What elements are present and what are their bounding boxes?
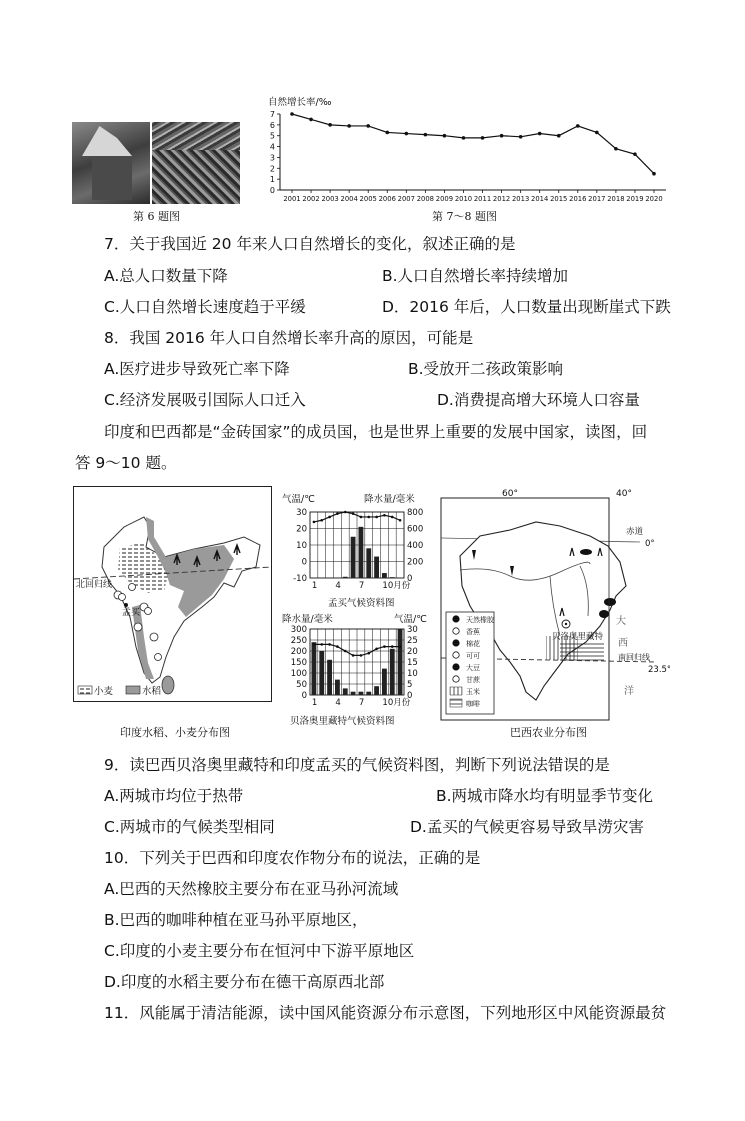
legend-label: 天然橡胶 xyxy=(466,616,494,624)
q10-option-c[interactable]: C.印度的小麦主要分布在恒河中下游平原地区 xyxy=(104,942,415,960)
belo-ylabel-right: 气温/℃ xyxy=(394,614,427,625)
x-tick-label: 10月份 xyxy=(382,698,411,708)
q9-stem: 9．读巴西贝洛奥里藏特和印度孟买的气候资料图，判断下列说法错误的是 xyxy=(104,756,610,774)
data-point xyxy=(633,152,637,156)
legend-wheat-label: 小麦 xyxy=(94,686,114,697)
right-tick-label: 5 xyxy=(407,680,413,690)
legend-label: 咖啡 xyxy=(466,700,480,708)
y-tick-label: 7 xyxy=(269,110,275,119)
x-tick-label: 2011 xyxy=(473,195,492,203)
q11-stem: 11．风能属于清洁能源，读中国风能资源分布示意图，下列地形区中风能资源最贫 xyxy=(104,1004,667,1022)
belo-horizonte-climate-chart xyxy=(280,612,438,728)
mumbai-title: 孟买气候资料图 xyxy=(328,598,395,609)
precip-bar xyxy=(327,660,332,695)
left-tick-label: 150 xyxy=(290,658,307,668)
x-tick-label: 2008 xyxy=(416,195,435,203)
precip-bar xyxy=(366,692,371,695)
q8-option-d[interactable]: D.消费提高增大环境人口容量 xyxy=(437,391,640,409)
intro-line2: 答 9～10 题。 xyxy=(75,454,177,472)
zero-label: 0° xyxy=(645,539,655,549)
precip-bar xyxy=(390,649,395,695)
x-tick-label: 1 xyxy=(311,581,318,591)
data-point xyxy=(614,147,618,151)
tropic-label: 南回归线 xyxy=(618,653,650,662)
legend-symbol xyxy=(453,616,459,622)
data-point xyxy=(652,172,656,176)
x-tick-label: 2019 xyxy=(626,195,644,203)
legend-rice-swatch xyxy=(126,686,140,694)
left-tick-label: 50 xyxy=(296,680,307,690)
q10-option-b[interactable]: B.巴西的咖啡种植在亚马孙平原地区， xyxy=(104,911,368,929)
precip-bar xyxy=(390,577,395,578)
data-point xyxy=(366,124,370,128)
x-tick-label: 2005 xyxy=(359,195,377,203)
right-tick-label: 30 xyxy=(407,625,418,635)
sri-lanka xyxy=(162,676,174,694)
left-tick-label: 0 xyxy=(301,557,307,568)
right-tick-label: 20 xyxy=(407,647,418,657)
right-tick-label: 400 xyxy=(407,541,424,551)
data-point xyxy=(443,134,447,138)
legend-label: 玉米 xyxy=(466,688,480,696)
x-tick-label: 2001 xyxy=(283,195,301,203)
data-point xyxy=(519,135,523,139)
right-tick-label: 0 xyxy=(407,691,413,701)
x-tick-label: 2007 xyxy=(397,195,415,203)
data-point xyxy=(538,132,542,136)
x-tick-label: 2006 xyxy=(378,195,396,203)
legend-symbol xyxy=(453,628,459,634)
precip-bar xyxy=(382,669,387,695)
legend-label: 香蕉 xyxy=(466,628,480,636)
india-map-caption: 印度水稻、小麦分布图 xyxy=(120,726,230,739)
x-tick-label: 10月份 xyxy=(382,581,411,591)
brazil-map xyxy=(440,486,670,722)
q10-option-a[interactable]: A.巴西的天然橡胶主要分布在亚马孙河流域 xyxy=(104,880,399,898)
legend-symbol xyxy=(450,687,462,695)
data-point xyxy=(309,118,313,122)
coffee-area xyxy=(560,642,604,662)
x-tick-label: 2013 xyxy=(511,195,530,203)
data-point xyxy=(385,131,389,135)
figure78-caption: 第 7～8 题图 xyxy=(432,210,497,223)
x-tick-label: 2016 xyxy=(569,195,587,203)
left-tick-label: 0 xyxy=(301,691,307,701)
x-tick-label: 2020 xyxy=(645,195,663,203)
legend-label: 甘蔗 xyxy=(466,676,480,684)
precip-bar xyxy=(359,692,364,695)
q7-option-d[interactable]: D．2016 年后，人口数量出现断崖式下跌 xyxy=(382,298,671,316)
y-tick-label: 5 xyxy=(269,131,275,141)
x-tick-label: 2002 xyxy=(302,195,320,203)
x-tick-label: 2018 xyxy=(607,195,625,203)
belo-city-label: 贝洛奥里藏特 xyxy=(552,632,604,642)
right-tick-label: 0 xyxy=(407,574,413,584)
data-point xyxy=(557,134,561,138)
x-tick-label: 2012 xyxy=(492,195,511,203)
x-tick-label: 2017 xyxy=(588,195,606,203)
equator-label: 赤道 xyxy=(626,527,644,537)
precip-bar xyxy=(398,629,403,695)
brazil-map-caption: 巴西农业分布图 xyxy=(510,726,587,739)
ocean-char-3: 洋 xyxy=(624,686,634,697)
left-tick-label: 250 xyxy=(290,636,307,646)
left-tick-label: 200 xyxy=(290,647,307,657)
legend-rice-label: 水稻 xyxy=(142,686,162,697)
right-tick-label: 25 xyxy=(407,636,418,646)
precip-bar xyxy=(343,688,348,695)
legend-symbol xyxy=(450,699,462,707)
x-tick-label: 2009 xyxy=(435,195,454,203)
legend-symbol xyxy=(453,676,459,682)
y-tick-label: 1 xyxy=(269,175,275,185)
right-tick-label: 600 xyxy=(407,524,424,535)
x-tick-label: 2010 xyxy=(454,195,473,203)
lon-40: 40° xyxy=(616,489,632,499)
q8-stem: 8．我国 2016 年人口自然增长率升高的原因，可能是 xyxy=(104,329,474,347)
brazil-map-wrap xyxy=(440,486,670,722)
precip-bar xyxy=(319,651,324,695)
left-tick-label: -10 xyxy=(293,574,307,584)
q8-option-b[interactable]: B.受放开二孩政策影响 xyxy=(408,360,564,378)
data-point xyxy=(290,112,294,116)
legend-label: 大豆 xyxy=(466,664,480,672)
precip-bar xyxy=(374,557,379,578)
data-point xyxy=(595,131,599,135)
ocean-char-2: 西 xyxy=(618,638,628,649)
left-tick-label: 100 xyxy=(290,669,307,679)
mumbai-dot xyxy=(124,603,128,607)
legend-symbol xyxy=(453,652,459,658)
q9-option-c[interactable]: C.两城市的气候类型相同 xyxy=(104,818,275,836)
right-tick-label: 15 xyxy=(407,658,418,668)
right-tick-label: 200 xyxy=(407,557,424,568)
y-tick-label: 2 xyxy=(269,164,275,174)
left-tick-label: 20 xyxy=(296,524,307,535)
photo-old-building xyxy=(72,122,150,204)
x-tick-label: 7 xyxy=(358,581,365,591)
x-tick-label: 4 xyxy=(335,698,341,708)
lat-label: 23.5° xyxy=(648,665,670,675)
q7-option-a[interactable]: A.总人口数量下降 xyxy=(104,267,228,285)
legend-wheat-swatch xyxy=(78,686,92,694)
right-tick-label: 800 xyxy=(407,508,424,518)
building-wall xyxy=(92,156,132,200)
q7-stem: 7．关于我国近 20 年来人口自然增长的变化，叙述正确的是 xyxy=(104,235,516,253)
data-point xyxy=(328,123,332,127)
india-map-panel xyxy=(73,486,272,702)
precip-bar xyxy=(312,642,317,695)
legend-label: 可可 xyxy=(466,652,480,660)
india-map xyxy=(74,487,271,701)
y-tick-label: 4 xyxy=(269,142,275,152)
left-tick-label: 10 xyxy=(296,541,307,551)
x-tick-label: 2003 xyxy=(321,195,339,203)
x-tick-label: 2015 xyxy=(550,195,568,203)
mumbai-label: 孟买 xyxy=(122,608,141,618)
left-tick-label: 30 xyxy=(296,508,307,518)
q8-option-c[interactable]: C.经济发展吸引国际人口迁入 xyxy=(104,391,306,409)
x-tick-label: 4 xyxy=(335,581,341,591)
tropic-label: 北回归线 xyxy=(76,580,113,590)
data-point xyxy=(405,132,409,136)
legend-label: 棉花 xyxy=(466,640,480,648)
data-point xyxy=(500,134,504,138)
q8-option-a[interactable]: A.医疗进步导致死亡率下降 xyxy=(104,360,290,378)
q7-option-b[interactable]: B.人口自然增长率持续增加 xyxy=(382,267,569,285)
y-tick-label: 3 xyxy=(269,153,275,163)
growth-rate-chart xyxy=(262,92,674,208)
photo-tile-wall xyxy=(152,150,240,204)
y-tick-label: 0 xyxy=(269,186,275,195)
legend-symbol xyxy=(453,664,459,670)
precip-bar xyxy=(382,573,387,578)
precip-bar xyxy=(359,527,364,578)
lon-60: 60° xyxy=(502,489,518,499)
q7-option-c[interactable]: C.人口自然增长速度趋于平缓 xyxy=(104,298,306,316)
data-point xyxy=(462,136,466,140)
mumbai-ylabel-left: 气温/℃ xyxy=(282,494,315,505)
x-tick-label: 2014 xyxy=(531,195,549,203)
y-tick-label: 6 xyxy=(269,120,275,130)
photo-tile-wall-upper xyxy=(152,122,240,150)
q9-option-b[interactable]: B.两城市降水均有明显季节变化 xyxy=(436,787,654,805)
precip-bar xyxy=(351,692,356,695)
q10-stem: 10．下列关于巴西和印度农作物分布的说法，正确的是 xyxy=(104,849,481,867)
growth-rate-line xyxy=(292,114,654,174)
belo-title: 贝洛奥里藏特气候资料图 xyxy=(290,716,395,727)
ocean-char-1: 大 xyxy=(616,616,626,627)
data-point xyxy=(576,124,580,128)
mumbai-climate-chart xyxy=(280,492,438,610)
x-tick-label: 7 xyxy=(358,698,365,708)
chart-ylabel: 自然增长率/‰ xyxy=(268,97,332,108)
q10-option-d[interactable]: D.印度的水稻主要分布在德干高原西北部 xyxy=(104,973,385,991)
mumbai-ylabel-right: 降水量/毫米 xyxy=(364,494,415,505)
left-tick-label: 300 xyxy=(290,625,307,635)
q9-option-a[interactable]: A.两城市均位于热带 xyxy=(104,787,244,805)
precip-bar xyxy=(351,537,356,578)
right-tick-label: 10 xyxy=(407,669,418,679)
precip-bar xyxy=(335,680,340,695)
precip-bar xyxy=(366,548,371,578)
data-point xyxy=(424,133,428,137)
x-tick-label: 1 xyxy=(311,698,318,708)
data-point xyxy=(481,136,485,140)
belo-ylabel-left: 降水量/毫米 xyxy=(282,614,333,625)
figure6-caption: 第 6 题图 xyxy=(133,210,180,223)
legend-symbol xyxy=(453,640,459,646)
precip-bar xyxy=(343,577,348,578)
intro-line1: 印度和巴西都是“金砖国家”的成员国，也是世界上重要的发展中国家，读图，回 xyxy=(104,423,648,441)
x-tick-label: 2004 xyxy=(340,195,358,203)
roof-shape xyxy=(82,126,132,156)
q9-option-d[interactable]: D.孟买的气候更容易导致旱涝灾害 xyxy=(410,818,644,836)
precip-bar xyxy=(374,686,379,695)
data-point xyxy=(347,124,351,128)
